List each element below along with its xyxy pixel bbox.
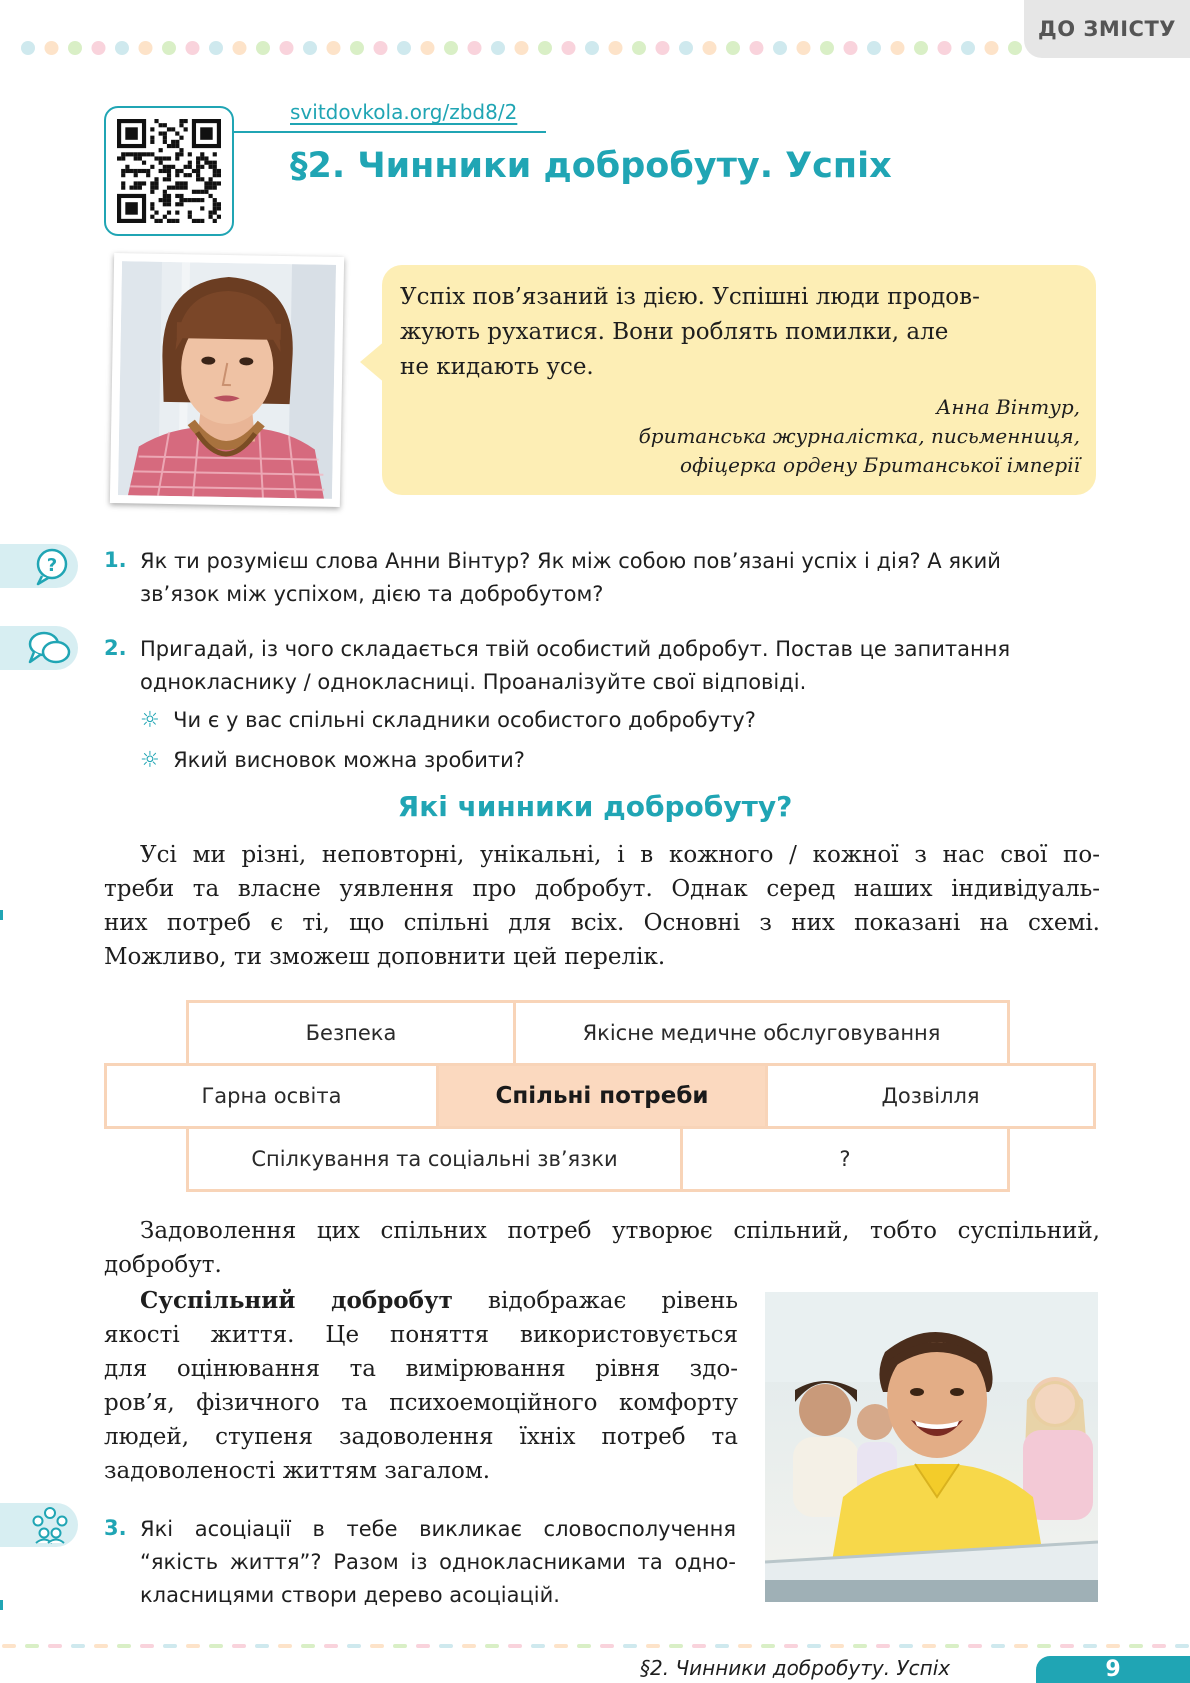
page-title: §2. Чинники добробуту. Успіх — [290, 146, 892, 186]
decorative-dash — [1060, 1644, 1074, 1648]
sun-bullet-icon: ☼ — [140, 708, 160, 733]
qr-code[interactable] — [104, 106, 234, 236]
question-2-text — [140, 633, 1100, 699]
bullet-text: Який висновок можна зробити? — [173, 748, 525, 772]
decorative-dash — [738, 1644, 752, 1648]
decorative-dot — [256, 41, 270, 55]
quote-author-name: Анна Вінтур, — [936, 395, 1080, 419]
decorative-dot — [609, 41, 623, 55]
decorative-dash — [1014, 1644, 1028, 1648]
question-line: Пригадай, із чого складається твій особистий добробут. Постав це запитання — [140, 637, 1011, 661]
decorative-dash — [71, 1644, 85, 1648]
quote-line: не кидають усе. — [400, 354, 594, 380]
question-line: Які асоціації в тебе викликає словосполучення — [140, 1517, 736, 1541]
decorative-dash — [278, 1644, 292, 1648]
diagram-cell-safety: Безпека — [186, 1000, 516, 1066]
decorative-dash — [416, 1644, 430, 1648]
diagram-cell-unknown: ? — [680, 1126, 1010, 1192]
decorative-dot — [585, 41, 599, 55]
decorative-dot — [115, 41, 129, 55]
decorative-dash — [669, 1644, 683, 1648]
decorative-dot — [1008, 41, 1022, 55]
question-line: Як ти розумієш слова Анни Вінтур? Як між собою пов’язані успіх і дія? А який — [140, 549, 1001, 573]
question-number: 2. — [104, 636, 127, 660]
decorative-dash — [324, 1644, 338, 1648]
decorative-dash — [301, 1644, 315, 1648]
decorative-dot — [303, 41, 317, 55]
decorative-dash — [117, 1644, 131, 1648]
decorative-dash — [94, 1644, 108, 1648]
decorative-dash — [163, 1644, 177, 1648]
discussion-bubbles-icon — [26, 628, 72, 668]
question-line: “якість життя”? Разом із однокласниками та одно- — [140, 1550, 736, 1574]
paragraph-line: якості життя. Це поняття використовується — [104, 1322, 738, 1348]
decorative-dash — [255, 1644, 269, 1648]
decorative-dot — [773, 41, 787, 55]
resource-link[interactable]: svitdovkola.org/zbd8/2 — [290, 100, 518, 124]
decorative-dash — [347, 1644, 361, 1648]
decorative-dash — [48, 1644, 62, 1648]
decorative-dash — [393, 1644, 407, 1648]
decorative-dot — [797, 41, 811, 55]
decorative-dash — [899, 1644, 913, 1648]
quote-author-role: британська журналістка, письменниця, — [638, 424, 1080, 448]
decorative-dash — [1083, 1644, 1097, 1648]
diagram-cell-healthcare: Якісне медичне обслуговування — [513, 1000, 1010, 1066]
svg-text:?: ? — [46, 555, 58, 576]
decorative-dash — [209, 1644, 223, 1648]
diagram-cell-leisure: Дозвілля — [765, 1063, 1096, 1129]
decorative-dash — [554, 1644, 568, 1648]
decorative-dot — [515, 41, 529, 55]
paragraph-line: Задоволення цих спільних потреб утворює спільний, тобто суспільний, — [140, 1218, 1100, 1244]
decorative-dot — [68, 41, 82, 55]
decorative-dash — [991, 1644, 1005, 1648]
paragraph-line: Усі ми різні, неповторні, унікальні, і в кожного / кожної з нас свої по- — [140, 842, 1100, 868]
decorative-dot — [914, 41, 928, 55]
decorative-dot — [327, 41, 341, 55]
group-work-marker — [0, 1503, 78, 1547]
decorative-dash — [2, 1644, 16, 1648]
decorative-dot — [985, 41, 999, 55]
decorative-dot — [679, 41, 693, 55]
decorative-dash — [761, 1644, 775, 1648]
qr-code-icon — [117, 119, 221, 223]
discussion-marker — [0, 626, 78, 670]
paragraph-intro — [104, 838, 1100, 974]
quote-text — [400, 280, 1080, 385]
decorative-dash — [531, 1644, 545, 1648]
question-3-text — [140, 1513, 736, 1612]
qr-connector-line — [234, 131, 546, 133]
decorative-dot — [491, 41, 505, 55]
decorative-dot — [538, 41, 552, 55]
question-line: зв’язок між успіхом, дією та добробутом? — [140, 582, 604, 606]
decorative-dot — [750, 41, 764, 55]
decorative-dash — [1152, 1644, 1166, 1648]
paragraph-line: добробут. — [104, 1252, 222, 1278]
decorative-dot — [92, 41, 106, 55]
decorative-dash — [462, 1644, 476, 1648]
decorative-dot — [703, 41, 717, 55]
decorative-dash — [370, 1644, 384, 1648]
decorative-dash — [807, 1644, 821, 1648]
decorative-dot — [867, 41, 881, 55]
decorative-dot — [961, 41, 975, 55]
diagram-cell-education: Гарна освіта — [104, 1063, 439, 1129]
decorative-dash — [968, 1644, 982, 1648]
decorative-dash — [1037, 1644, 1051, 1648]
diagram-cell-communication: Спілкування та соціальні зв’язки — [186, 1126, 683, 1192]
paragraph-line: задоволеності життям загалом. — [104, 1458, 491, 1484]
portrait-illustration — [118, 261, 336, 499]
question-bubble-icon — [32, 546, 72, 586]
decorative-dash — [623, 1644, 637, 1648]
question-line: однокласнику / однокласниці. Проаналізуйте свої відповіді. — [140, 670, 807, 694]
quote-line: Успіх пов’язаний із дією. Успішні люди продов- — [400, 284, 980, 310]
quote-author-title: офіцерка ордену Британської імперії — [680, 453, 1080, 477]
question-line: класницями створи дерево асоціацій. — [140, 1583, 560, 1607]
diagram-center-common-needs: Спільні потреби — [436, 1063, 768, 1129]
decorative-dash — [1106, 1644, 1120, 1648]
students-photo — [765, 1292, 1098, 1602]
decorative-dot — [844, 41, 858, 55]
decorative-dot — [562, 41, 576, 55]
decorative-dash — [715, 1644, 729, 1648]
decorative-dot — [632, 41, 646, 55]
sun-bullet-icon: ☼ — [140, 748, 160, 773]
bullet-item — [140, 744, 525, 777]
paragraph-line — [104, 1284, 738, 1318]
paragraph-line: людей, ступеня задоволення їхніх потреб та — [104, 1424, 738, 1450]
decorative-dash — [186, 1644, 200, 1648]
paragraph-summary — [104, 1214, 1100, 1282]
decorative-dot — [726, 41, 740, 55]
decorative-dash — [876, 1644, 890, 1648]
decorative-dot — [421, 41, 435, 55]
decorative-dot — [938, 41, 952, 55]
paragraph-line: ров’я, фізичного та психоемоційного комфорту — [104, 1390, 738, 1416]
decorative-dot — [139, 41, 153, 55]
decorative-dash — [784, 1644, 798, 1648]
paragraph-line: Можливо, ти зможеш доповнити цей перелік. — [104, 944, 666, 970]
paragraph-line: для оцінювання та вимірювання рівня здо- — [104, 1356, 738, 1382]
decorative-dash — [853, 1644, 867, 1648]
decorative-dots-row — [20, 40, 1030, 56]
page-number: 9 — [1036, 1656, 1190, 1683]
paragraph-line: них потреб є ті, що спільні для всіх. Основні з них показані на схемі. — [104, 910, 1100, 936]
paragraph-definition — [104, 1284, 738, 1488]
decorative-dash — [945, 1644, 959, 1648]
decorative-dot — [45, 41, 59, 55]
paragraph-line-rest: відображає рівень — [452, 1288, 738, 1314]
decorative-dash — [577, 1644, 591, 1648]
footer-section-title: §2. Чинники добробуту. Успіх — [640, 1656, 951, 1680]
question-marker — [0, 544, 78, 588]
decorative-dash — [922, 1644, 936, 1648]
section-heading: Які чинники добробуту? — [397, 790, 793, 823]
decorative-dot — [233, 41, 247, 55]
question-number: 3. — [104, 1516, 127, 1540]
quote-author — [639, 393, 1080, 480]
margin-mark — [0, 910, 3, 920]
quote-line: жують рухатися. Вони роблять помилки, але — [400, 319, 949, 345]
toc-link[interactable]: ДО ЗМІСТУ — [1024, 0, 1190, 58]
decorative-dash — [830, 1644, 844, 1648]
decorative-dot — [280, 41, 294, 55]
decorative-dash — [1175, 1644, 1189, 1648]
decorative-dot — [21, 41, 35, 55]
group-people-icon — [28, 1505, 72, 1545]
decorative-dot — [374, 41, 388, 55]
decorative-dot — [468, 41, 482, 55]
question-1-text — [140, 545, 1100, 611]
decorative-dash — [1129, 1644, 1143, 1648]
decorative-dash — [439, 1644, 453, 1648]
students-illustration — [765, 1292, 1098, 1602]
bullet-item — [140, 704, 756, 737]
decorative-dash — [692, 1644, 706, 1648]
margin-mark — [0, 1600, 3, 1610]
decorative-dash — [140, 1644, 154, 1648]
decorative-dash — [232, 1644, 246, 1648]
decorative-dash — [600, 1644, 614, 1648]
term-social-wellbeing: Суспільний добробут — [140, 1287, 453, 1314]
decorative-dash — [25, 1644, 39, 1648]
decorative-dot — [186, 41, 200, 55]
decorative-dot — [397, 41, 411, 55]
decorative-dot — [891, 41, 905, 55]
bullet-text: Чи є у вас спільні складники особистого добробуту? — [173, 708, 756, 732]
question-number: 1. — [104, 548, 127, 572]
decorative-dot — [350, 41, 364, 55]
paragraph-line: треби та власне уявлення про добробут. Однак серед наших індивідуаль- — [104, 876, 1100, 902]
decorative-dot — [820, 41, 834, 55]
portrait-photo — [110, 253, 344, 507]
decorative-dot — [162, 41, 176, 55]
decorative-dash — [646, 1644, 660, 1648]
decorative-dot — [444, 41, 458, 55]
decorative-dash — [508, 1644, 522, 1648]
decorative-dash — [485, 1644, 499, 1648]
decorative-dot — [209, 41, 223, 55]
decorative-dot — [656, 41, 670, 55]
footer-dashed-line — [0, 1643, 1190, 1649]
